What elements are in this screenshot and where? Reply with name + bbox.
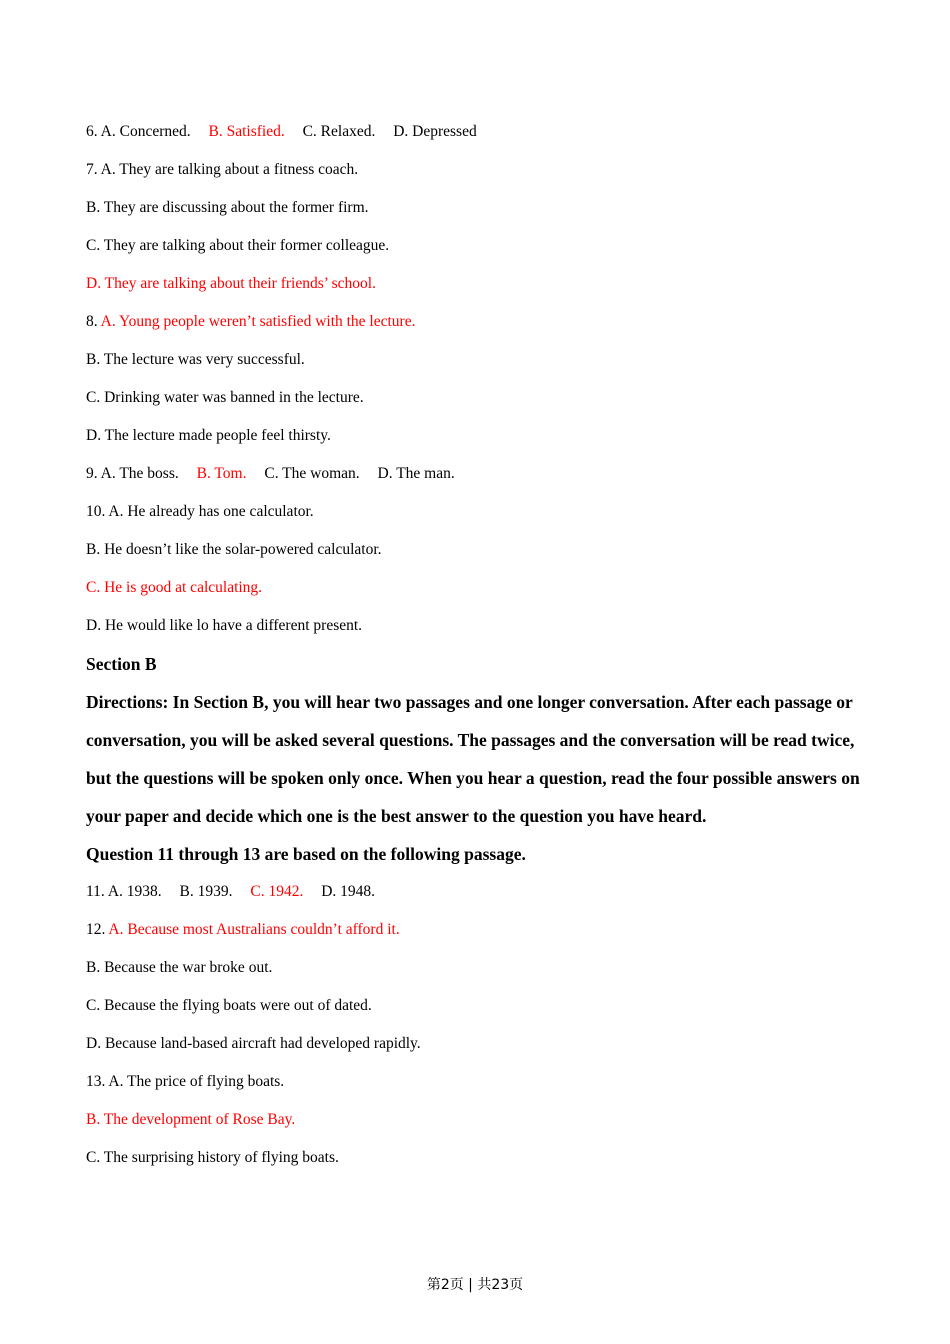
q8-option-d: D. The lecture made people feel thirsty.: [86, 427, 331, 444]
q9-option-c: C. The woman.: [264, 465, 360, 482]
q8-option-c: C. Drinking water was banned in the lecture.: [86, 389, 364, 406]
question-11: [86, 873, 876, 911]
q8-option-a-answer: A. Young people weren’t satisfied with the lecture.: [100, 313, 416, 330]
q7-option-d-answer: D. They are talking about their friends’ school.: [86, 275, 376, 292]
question-12: [86, 911, 876, 949]
page-footer: 第2页 | 共23页: [426, 1277, 524, 1293]
section-b-title: Section B: [86, 654, 157, 674]
q9-number: 9.: [86, 465, 98, 482]
q9-option-d: D. The man.: [377, 465, 455, 482]
q13-option-a: 13. A. The price of flying boats.: [86, 1073, 285, 1090]
q13-option-c: C. The surprising history of flying boats.: [86, 1149, 339, 1166]
q6-option-b-answer: B. Satisfied.: [208, 123, 285, 140]
q12-option-b: B. Because the war broke out.: [86, 959, 273, 976]
q12-number: 12.: [86, 921, 106, 938]
q8-number: 8.: [86, 313, 98, 330]
question-8: [86, 303, 876, 341]
question-6: [86, 113, 876, 151]
q11-number: 11.: [86, 883, 105, 900]
q6-number: 6.: [86, 123, 98, 140]
q6-option-d: D. Depressed: [393, 123, 477, 140]
section-b-directions: Directions: In Section B, you will hear two passages and one longer conversation. After each passage or conversation, you will be asked several questions. The passages and the conversation will be read twice, but the questions will be spoken only once. When you hear a question, read the four possible answers on your paper and decide which one is the best answer to the question you have heard.: [86, 692, 860, 826]
passage-intro: Question 11 through 13 are based on the following passage.: [86, 844, 526, 864]
q12-option-a-answer: A. Because most Australians couldn’t afford it.: [108, 921, 400, 938]
q10-option-c-answer: C. He is good at calculating.: [86, 579, 263, 596]
q7-option-b: B. They are discussing about the former firm.: [86, 199, 369, 216]
q12-option-c: C. Because the flying boats were out of dated.: [86, 997, 372, 1014]
q12-option-d: D. Because land-based aircraft had developed rapidly.: [86, 1035, 421, 1052]
q11-option-b: B. 1939.: [179, 883, 233, 900]
q10-option-a: 10. A. He already has one calculator.: [86, 503, 314, 520]
q6-option-a: A. Concerned.: [100, 123, 191, 140]
exam-page: [86, 113, 876, 1177]
q9-option-a: A. The boss.: [100, 465, 179, 482]
question-9: [86, 455, 876, 493]
q9-option-b-answer: B. Tom.: [196, 465, 247, 482]
q11-option-d: D. 1948.: [321, 883, 376, 900]
q11-option-a: A. 1938.: [107, 883, 162, 900]
q8-option-b: B. The lecture was very successful.: [86, 351, 305, 368]
q6-option-c: C. Relaxed.: [302, 123, 376, 140]
q11-option-c-answer: C. 1942.: [250, 883, 304, 900]
q13-option-b-answer: B. The development of Rose Bay.: [86, 1111, 296, 1128]
q10-option-d: D. He would like lo have a different present.: [86, 617, 363, 634]
q10-option-b: B. He doesn’t like the solar-powered calculator.: [86, 541, 382, 558]
q7-option-c: C. They are talking about their former colleague.: [86, 237, 390, 254]
q7-option-a: 7. A. They are talking about a fitness coach.: [86, 161, 359, 178]
